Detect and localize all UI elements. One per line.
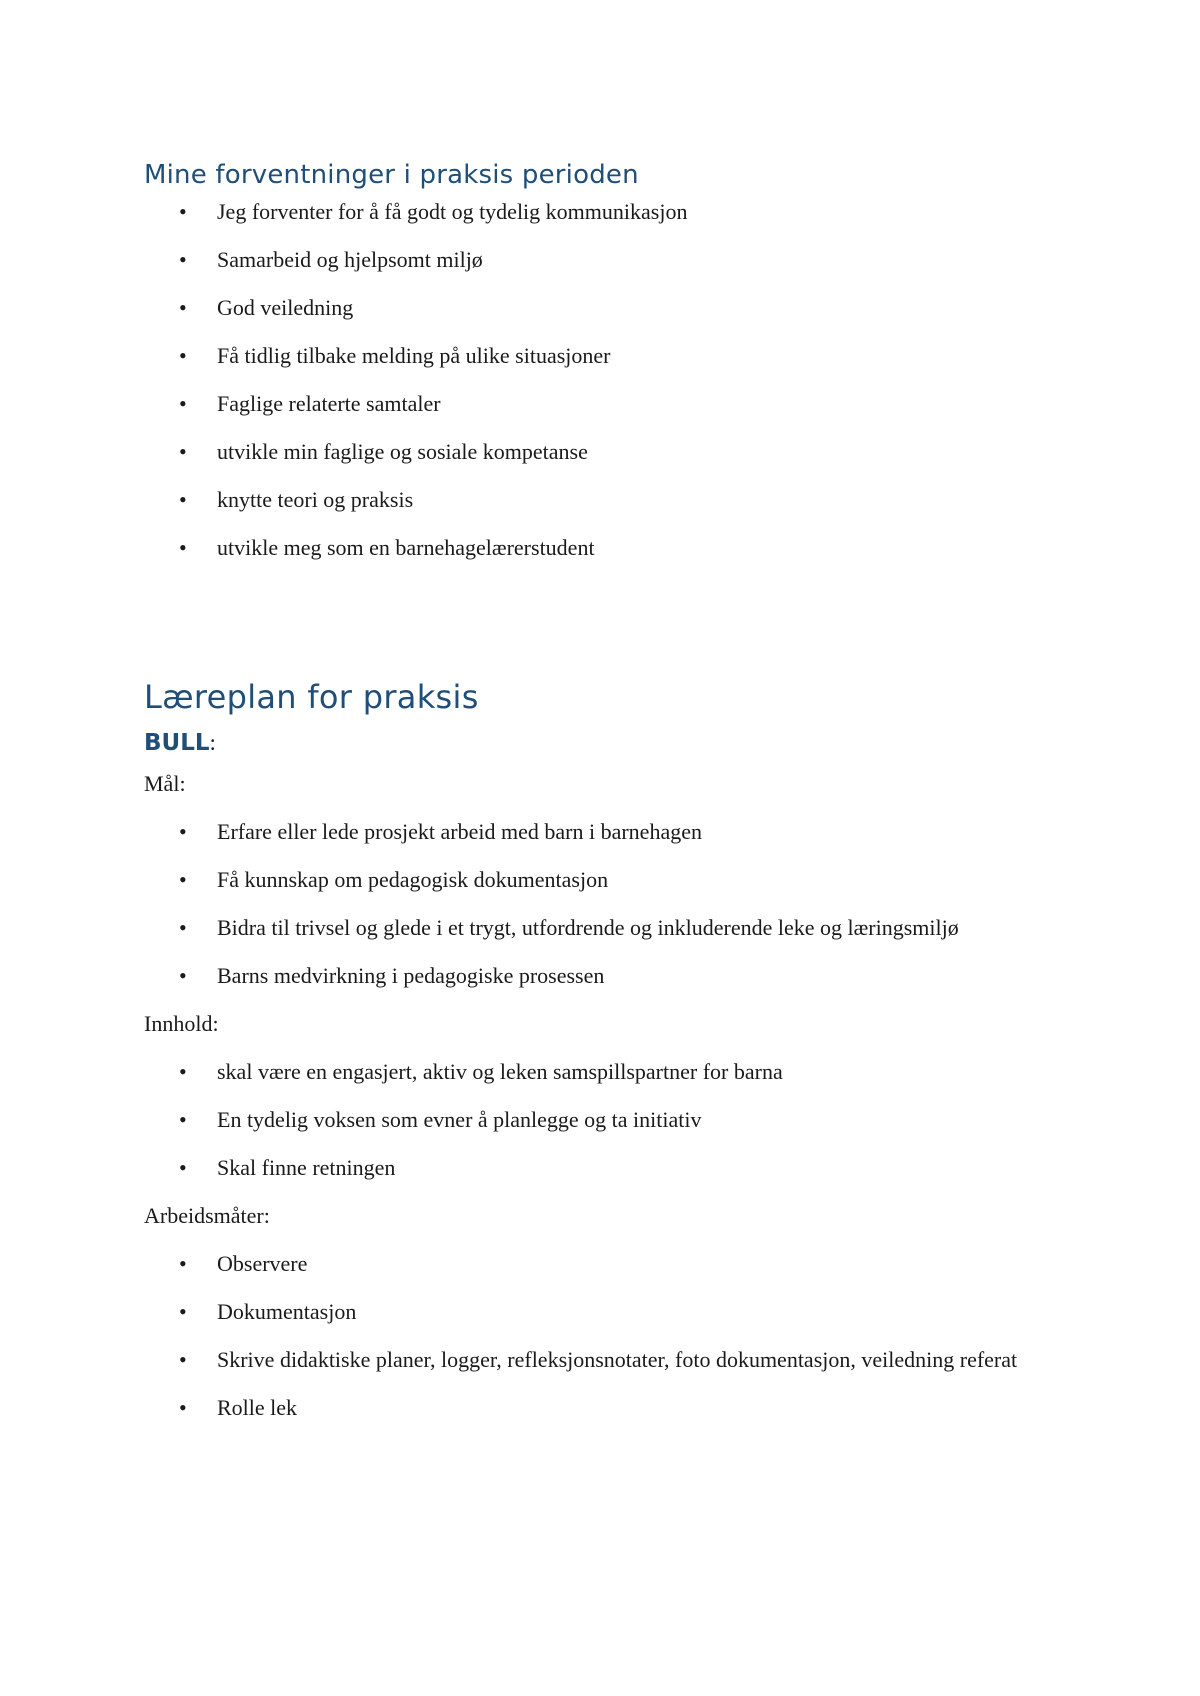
list-item-text: Bidra til trivsel og glede i et trygt, utfordrende og inkluderende leke og læringsmiljø bbox=[217, 915, 959, 940]
list-item-text: En tydelig voksen som evner å planlegge og ta initiativ bbox=[217, 1107, 702, 1132]
list-item bbox=[144, 196, 1064, 227]
bullet-icon: • bbox=[179, 1059, 187, 1084]
expectations-list bbox=[144, 196, 1064, 563]
bullet-icon: • bbox=[179, 867, 187, 892]
methods-label: Arbeidsmåter: bbox=[144, 1203, 270, 1228]
subheading-colon: : bbox=[209, 730, 216, 755]
curriculum-subheading bbox=[144, 730, 1064, 756]
list-item bbox=[144, 816, 1064, 847]
bullet-icon: • bbox=[179, 343, 187, 368]
expectations-heading: Mine forventninger i praksis perioden bbox=[144, 160, 639, 190]
list-item-text: Observere bbox=[217, 1251, 308, 1276]
bullet-icon: • bbox=[179, 963, 187, 988]
list-item-text: Jeg forventer for å få godt og tydelig kommunikasjon bbox=[217, 199, 688, 224]
list-item-text: Skrive didaktiske planer, logger, refleksjonsnotater, foto dokumentasjon, veiledning referat bbox=[217, 1347, 1018, 1372]
list-item-text: Få kunnskap om pedagogisk dokumentasjon bbox=[217, 867, 609, 892]
bullet-icon: • bbox=[179, 1299, 187, 1324]
subheading-text: BULL bbox=[144, 730, 210, 756]
section-spacer bbox=[144, 580, 1064, 678]
list-item-text: God veiledning bbox=[217, 295, 354, 320]
list-item bbox=[144, 1104, 1064, 1135]
list-item bbox=[144, 1392, 1064, 1423]
bullet-icon: • bbox=[179, 1107, 187, 1132]
list-item bbox=[144, 532, 1064, 563]
list-item bbox=[144, 340, 1064, 371]
document-page bbox=[144, 150, 1064, 1440]
bullet-icon: • bbox=[179, 1347, 187, 1372]
list-item bbox=[144, 864, 1064, 895]
list-item-text: utvikle meg som en barnehagelærerstudent bbox=[217, 535, 595, 560]
bullet-icon: • bbox=[179, 439, 187, 464]
list-item-text: Erfare eller lede prosjekt arbeid med barn i barnehagen bbox=[217, 819, 702, 844]
bullet-icon: • bbox=[179, 487, 187, 512]
goals-label: Mål: bbox=[144, 771, 186, 796]
list-item bbox=[144, 1296, 1064, 1327]
list-item bbox=[144, 960, 1064, 991]
list-item-text: Samarbeid og hjelpsomt miljø bbox=[217, 247, 483, 272]
curriculum-heading: Læreplan for praksis bbox=[144, 678, 479, 716]
list-item bbox=[144, 436, 1064, 467]
list-item bbox=[144, 1248, 1064, 1279]
list-item-text: Få tidlig tilbake melding på ulike situasjoner bbox=[217, 343, 611, 368]
list-item bbox=[144, 1344, 1064, 1375]
list-item bbox=[144, 1056, 1064, 1087]
list-item-text: knytte teori og praksis bbox=[217, 487, 414, 512]
bullet-icon: • bbox=[179, 535, 187, 560]
list-item bbox=[144, 1152, 1064, 1183]
list-item-text: Barns medvirkning i pedagogiske prosessen bbox=[217, 963, 605, 988]
content-list bbox=[144, 1056, 1064, 1183]
list-item bbox=[144, 388, 1064, 419]
list-item bbox=[144, 912, 1064, 943]
list-item bbox=[144, 292, 1064, 323]
list-item bbox=[144, 244, 1064, 275]
bullet-icon: • bbox=[179, 391, 187, 416]
list-item-text: utvikle min faglige og sosiale kompetanse bbox=[217, 439, 588, 464]
bullet-icon: • bbox=[179, 1155, 187, 1180]
content-label: Innhold: bbox=[144, 1011, 219, 1036]
bullet-icon: • bbox=[179, 1395, 187, 1420]
bullet-icon: • bbox=[179, 247, 187, 272]
list-item-text: Rolle lek bbox=[217, 1395, 298, 1420]
methods-list bbox=[144, 1248, 1064, 1423]
list-item bbox=[144, 484, 1064, 515]
list-item-text: Skal finne retningen bbox=[217, 1155, 396, 1180]
list-item-text: Dokumentasjon bbox=[217, 1299, 357, 1324]
list-item-text: Faglige relaterte samtaler bbox=[217, 391, 441, 416]
list-item-text: skal være en engasjert, aktiv og leken samspillspartner for barna bbox=[217, 1059, 783, 1084]
bullet-icon: • bbox=[179, 199, 187, 224]
bullet-icon: • bbox=[179, 1251, 187, 1276]
bullet-icon: • bbox=[179, 915, 187, 940]
bullet-icon: • bbox=[179, 819, 187, 844]
goals-list bbox=[144, 816, 1064, 991]
bullet-icon: • bbox=[179, 295, 187, 320]
